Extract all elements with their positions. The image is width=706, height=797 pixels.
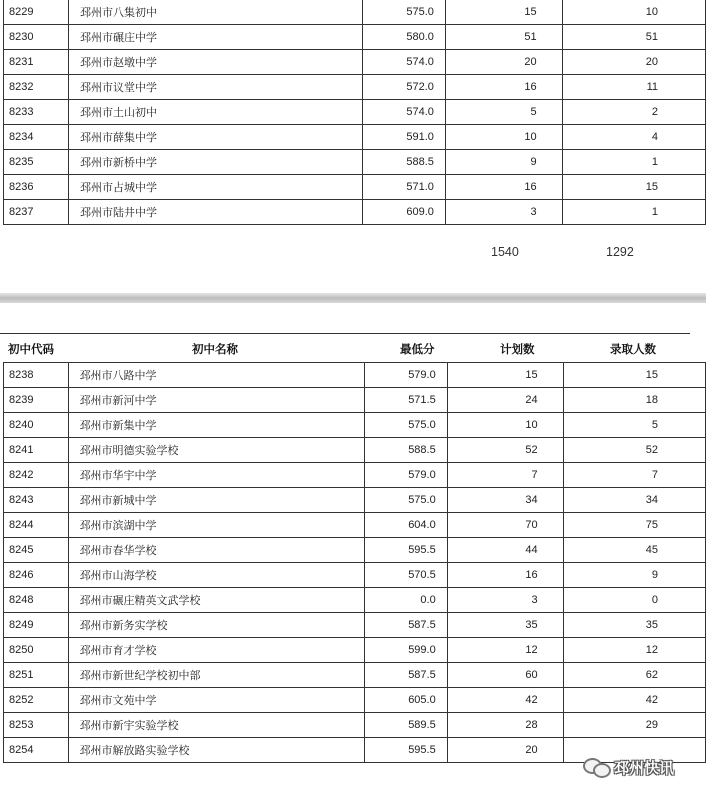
admitted-count: 4 [562, 125, 705, 150]
min-score: 587.5 [365, 613, 447, 638]
school-code: 8253 [4, 713, 69, 738]
school-code: 8239 [4, 388, 69, 413]
table-row [4, 538, 706, 563]
plan-count: 42 [447, 688, 563, 713]
school-name: 邳州市华宇中学 [68, 463, 365, 488]
min-score: 574.0 [362, 50, 445, 75]
school-code: 8238 [4, 363, 69, 388]
school-code: 8248 [4, 588, 69, 613]
min-score: 571.0 [362, 175, 445, 200]
school-name: 邳州市议堂中学 [68, 75, 362, 100]
school-name: 邳州市占城中学 [68, 175, 362, 200]
min-score: 575.0 [365, 488, 447, 513]
table-row [4, 388, 706, 413]
school-code: 8237 [4, 200, 69, 225]
table-row [4, 713, 706, 738]
plan-count: 10 [445, 125, 562, 150]
min-score: 604.0 [365, 513, 447, 538]
school-code: 8240 [4, 413, 69, 438]
admitted-count: 75 [563, 513, 705, 538]
min-score: 599.0 [365, 638, 447, 663]
school-name: 邳州市育才学校 [68, 638, 365, 663]
page-separator [0, 293, 706, 303]
school-code: 8241 [4, 438, 69, 463]
table-header [0, 333, 690, 362]
school-name: 邳州市新桥中学 [68, 150, 362, 175]
admitted-count: 1 [562, 150, 705, 175]
admitted-count: 42 [563, 688, 705, 713]
admitted-count: 34 [563, 488, 705, 513]
plan-count: 20 [447, 738, 563, 763]
admitted-count: 0 [563, 588, 705, 613]
admitted-count: 7 [563, 463, 705, 488]
watermark [583, 752, 674, 782]
school-name: 邳州市八集初中 [68, 0, 362, 25]
plan-count: 15 [447, 363, 563, 388]
school-code: 8234 [4, 125, 69, 150]
plan-count: 10 [447, 413, 563, 438]
plan-count: 28 [447, 713, 563, 738]
school-code: 8245 [4, 538, 69, 563]
school-name: 邳州市碾庄中学 [68, 25, 362, 50]
school-name: 邳州市薛集中学 [68, 125, 362, 150]
table-row [4, 150, 706, 175]
admission-table-bottom [3, 362, 706, 763]
min-score: 591.0 [362, 125, 445, 150]
school-name: 邳州市土山初中 [68, 100, 362, 125]
plan-count: 16 [447, 563, 563, 588]
admitted-count: 51 [562, 25, 705, 50]
admitted-count: 5 [563, 413, 705, 438]
header-name: 初中名称 [192, 342, 238, 356]
plan-count: 3 [445, 200, 562, 225]
table-row [4, 613, 706, 638]
plan-count: 5 [445, 100, 562, 125]
plan-count: 44 [447, 538, 563, 563]
school-code: 8235 [4, 150, 69, 175]
school-name: 邳州市新城中学 [68, 488, 365, 513]
admitted-count: 62 [563, 663, 705, 688]
table-row [4, 513, 706, 538]
total-plan: 1540 [491, 245, 519, 259]
school-name: 邳州市赵墩中学 [68, 50, 362, 75]
admitted-count: 35 [563, 613, 705, 638]
plan-count: 20 [445, 50, 562, 75]
table-row [4, 175, 706, 200]
table-row [4, 0, 706, 25]
total-admitted: 1292 [606, 245, 634, 259]
admitted-count: 2 [562, 100, 705, 125]
min-score: 588.5 [365, 438, 447, 463]
plan-count: 16 [445, 175, 562, 200]
school-code: 8236 [4, 175, 69, 200]
table-row [4, 488, 706, 513]
table-row [4, 463, 706, 488]
table-row [4, 125, 706, 150]
table-row [4, 438, 706, 463]
table-row [4, 100, 706, 125]
header-plan-count: 计划数 [500, 342, 535, 356]
school-name: 邳州市新宇实验学校 [68, 713, 365, 738]
header-admitted-count: 录取人数 [610, 342, 656, 356]
school-name: 邳州市八路中学 [68, 363, 365, 388]
school-code: 8250 [4, 638, 69, 663]
table-row [4, 663, 706, 688]
school-code: 8244 [4, 513, 69, 538]
min-score: 0.0 [365, 588, 447, 613]
school-code: 8254 [4, 738, 69, 763]
school-name: 邳州市解放路实验学校 [68, 738, 365, 763]
table-row [4, 75, 706, 100]
admitted-count: 52 [563, 438, 705, 463]
plan-count: 7 [447, 463, 563, 488]
min-score: 595.5 [365, 538, 447, 563]
table-row [4, 588, 706, 613]
school-code: 8233 [4, 100, 69, 125]
min-score: 575.0 [362, 0, 445, 25]
admitted-count: 15 [563, 363, 705, 388]
plan-count: 35 [447, 613, 563, 638]
school-name: 邳州市碾庄精英文武学校 [68, 588, 365, 613]
plan-count: 52 [447, 438, 563, 463]
min-score: 595.5 [365, 738, 447, 763]
min-score: 605.0 [365, 688, 447, 713]
admitted-count: 12 [563, 638, 705, 663]
school-name: 邳州市新集中学 [68, 413, 365, 438]
table-row [4, 200, 706, 225]
admitted-count: 29 [563, 713, 705, 738]
plan-count: 51 [445, 25, 562, 50]
school-code: 8242 [4, 463, 69, 488]
min-score: 588.5 [362, 150, 445, 175]
school-code: 8243 [4, 488, 69, 513]
school-name: 邳州市滨湖中学 [68, 513, 365, 538]
school-code: 8229 [4, 0, 69, 25]
plan-count: 3 [447, 588, 563, 613]
school-name: 邳州市新河中学 [68, 388, 365, 413]
school-code: 8251 [4, 663, 69, 688]
admitted-count: 10 [562, 0, 705, 25]
table-row [4, 563, 706, 588]
watermark-text: 邳州快讯 [614, 758, 675, 777]
school-name: 邳州市明德实验学校 [68, 438, 365, 463]
school-name: 邳州市新世纪学校初中部 [68, 663, 365, 688]
table-row [4, 638, 706, 663]
school-code: 8249 [4, 613, 69, 638]
school-name: 邳州市陆井中学 [68, 200, 362, 225]
school-name: 邳州市文苑中学 [68, 688, 365, 713]
min-score: 571.5 [365, 388, 447, 413]
plan-count: 12 [447, 638, 563, 663]
admitted-count: 18 [563, 388, 705, 413]
admitted-count: 45 [563, 538, 705, 563]
plan-count: 34 [447, 488, 563, 513]
school-code: 8246 [4, 563, 69, 588]
plan-count: 9 [445, 150, 562, 175]
table-row [4, 688, 706, 713]
plan-count: 24 [447, 388, 563, 413]
min-score: 575.0 [365, 413, 447, 438]
school-name: 邳州市新务实学校 [68, 613, 365, 638]
min-score: 570.5 [365, 563, 447, 588]
min-score: 572.0 [362, 75, 445, 100]
plan-count: 15 [445, 0, 562, 25]
admitted-count: 1 [562, 200, 705, 225]
min-score: 579.0 [365, 463, 447, 488]
table-row [4, 50, 706, 75]
plan-count: 16 [445, 75, 562, 100]
min-score: 579.0 [365, 363, 447, 388]
plan-count: 70 [447, 513, 563, 538]
wechat-icon [583, 756, 611, 778]
table-row [4, 25, 706, 50]
min-score: 587.5 [365, 663, 447, 688]
school-name: 邳州市山海学校 [68, 563, 365, 588]
admitted-count: 15 [562, 175, 705, 200]
table-row [4, 413, 706, 438]
min-score: 589.5 [365, 713, 447, 738]
school-name: 邳州市春华学校 [68, 538, 365, 563]
school-code: 8252 [4, 688, 69, 713]
admission-table-top [3, 0, 706, 225]
min-score: 580.0 [362, 25, 445, 50]
min-score: 609.0 [362, 200, 445, 225]
table-row [4, 363, 706, 388]
school-code: 8232 [4, 75, 69, 100]
school-code: 8231 [4, 50, 69, 75]
header-code: 初中代码 [8, 342, 54, 356]
min-score: 574.0 [362, 100, 445, 125]
admitted-count: 11 [562, 75, 705, 100]
admitted-count: 9 [563, 563, 705, 588]
header-min-score: 最低分 [400, 342, 435, 356]
plan-count: 60 [447, 663, 563, 688]
school-code: 8230 [4, 25, 69, 50]
admitted-count: 20 [562, 50, 705, 75]
